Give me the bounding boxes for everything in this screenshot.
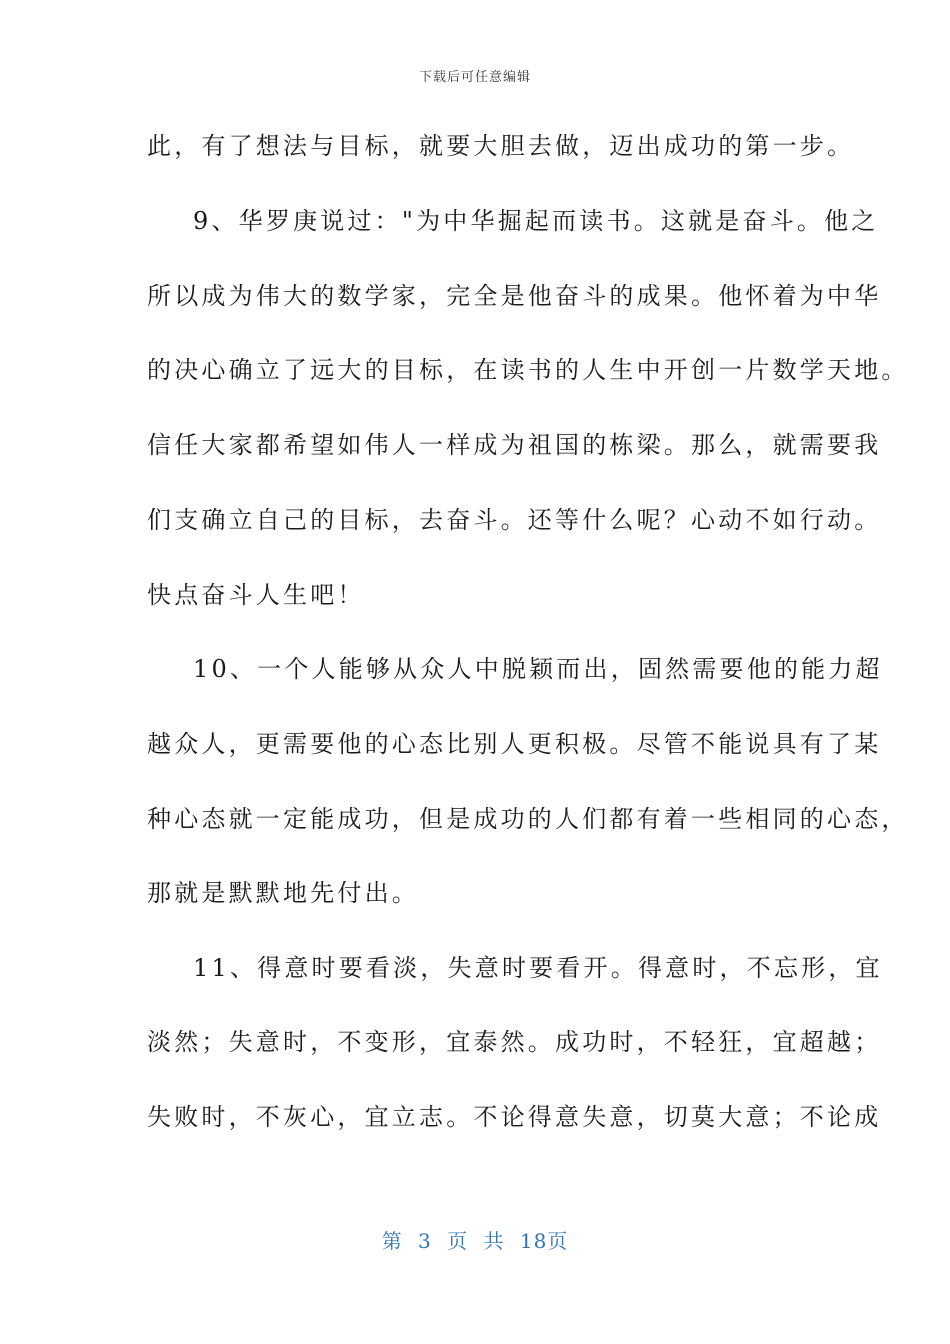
paragraph-10-start: 10、一个人能够从众人中脱颖而出，固然需要他的能力超 (193, 655, 883, 683)
text-line: 此，有了想法与目标，就要大胆去做，迈出成功的第一步。 (147, 132, 855, 160)
text-line: 淡然；失意时，不变形，宜泰然。成功时，不轻狂，宜超越； (147, 1028, 882, 1056)
paragraph-11-start: 11、得意时要看淡，失意时要看开。得意时，不忘形，宜 (193, 954, 883, 982)
text-line: 们支确立自己的目标，去奋斗。还等什么呢？心动不如行动。 (147, 506, 882, 534)
page-header: 下载后可任意编辑 (418, 70, 531, 85)
text-line: 失败时，不灰心，宜立志。不论得意失意，切莫大意；不论成 (147, 1103, 882, 1131)
page-number-footer: 第 3 页 共 18页 (381, 1229, 569, 1253)
text-line: 的决心确立了远大的目标，在读书的人生中开创一片数学天地。 (147, 356, 909, 384)
text-line: 种心态就一定能成功，但是成功的人们都有着一些相同的心态， (147, 805, 909, 833)
text-line: 所以成为伟大的数学家，完全是他奋斗的成果。他怀着为中华 (147, 282, 882, 310)
paragraph-9-start: 9、华罗庚说过："为中华掘起而读书。这就是奋斗。他之 (193, 207, 879, 235)
text-line: 信任大家都希望如伟人一样成为祖国的栋梁。那么，就需要我 (147, 431, 882, 459)
text-line: 越众人，更需要他的心态比别人更积极。尽管不能说具有了某 (147, 730, 882, 758)
text-line: 那就是默默地先付出。 (147, 879, 419, 907)
text-line: 快点奋斗人生吧！ (147, 581, 365, 609)
